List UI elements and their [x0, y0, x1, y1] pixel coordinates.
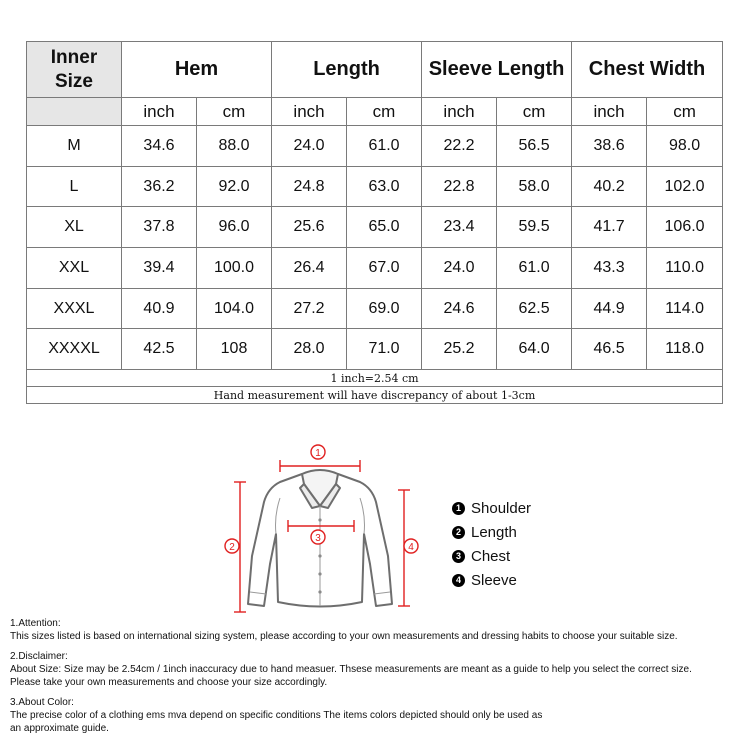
measurement-cell: 71.0 — [347, 329, 422, 370]
measurement-cell: 92.0 — [197, 166, 272, 207]
measurement-cell: 110.0 — [647, 248, 723, 289]
discrepancy-note-row — [27, 387, 723, 404]
measurement-cell: 100.0 — [197, 248, 272, 289]
unit-header-blank — [27, 98, 122, 126]
color-text-line1: The precise color of a clothing ems mva depend on specific conditions The items colors depicted should only be used as — [10, 710, 543, 721]
unit-cm: cm — [347, 98, 422, 126]
color-text-line2: an approximate guide. — [10, 723, 109, 734]
measurement-cell: 61.0 — [497, 248, 572, 289]
measurement-cell: 63.0 — [347, 166, 422, 207]
table-row — [27, 329, 723, 370]
unit-inch: inch — [122, 98, 197, 126]
unit-cm: cm — [197, 98, 272, 126]
sleeve-length-header: Sleeve Length — [422, 42, 572, 98]
measurement-cell: 69.0 — [347, 288, 422, 329]
measurement-cell: 56.5 — [497, 126, 572, 167]
measurement-cell: 108 — [197, 329, 272, 370]
color-title: 3.About Color: — [10, 697, 74, 708]
measurement-cell: 38.6 — [572, 126, 647, 167]
measurement-cell: 37.8 — [122, 207, 197, 248]
measurement-cell: 58.0 — [497, 166, 572, 207]
table-row — [27, 126, 723, 167]
conversion-note: 1 inch=2.54 cm — [27, 370, 723, 387]
measurement-cell: 88.0 — [197, 126, 272, 167]
measurement-legend — [452, 496, 531, 592]
measurement-cell: 46.5 — [572, 329, 647, 370]
measurement-cell: 40.9 — [122, 288, 197, 329]
legend-label: Shoulder — [471, 499, 532, 517]
disclaimer-note — [10, 650, 745, 689]
shirt-button — [318, 590, 321, 593]
unit-inch: inch — [572, 98, 647, 126]
measurement-cell: 118.0 — [647, 329, 723, 370]
legend-label: Chest — [471, 547, 511, 565]
measurement-cell: 96.0 — [197, 207, 272, 248]
conversion-note-row — [27, 370, 723, 387]
legend-number: 3 — [452, 550, 465, 563]
legend-item-sleeve — [452, 568, 531, 592]
measurement-cell: 102.0 — [647, 166, 723, 207]
shirt-measurement-diagram — [220, 436, 430, 620]
attention-text: This sizes listed is based on international sizing system, please according to your own measurements and dressing habits to choose your suitable size. — [10, 631, 678, 642]
measurement-cell: 22.8 — [422, 166, 497, 207]
measurement-cell: 24.6 — [422, 288, 497, 329]
marker-chest-label: 3 — [315, 533, 321, 544]
chest-width-header: Chest Width — [572, 42, 723, 98]
legend-item-shoulder — [452, 496, 531, 520]
notes-section — [10, 617, 745, 742]
unit-header-row — [27, 98, 723, 126]
measurement-cell: 36.2 — [122, 166, 197, 207]
measurement-cell: 27.2 — [272, 288, 347, 329]
legend-item-chest — [452, 544, 531, 568]
measurement-cell: 62.5 — [497, 288, 572, 329]
size-label-cell: XXXXL — [27, 329, 122, 370]
inner-size-header — [27, 42, 122, 98]
measurement-cell: 26.4 — [272, 248, 347, 289]
measurement-cell: 65.0 — [347, 207, 422, 248]
measurement-cell: 44.9 — [572, 288, 647, 329]
legend-number: 2 — [452, 526, 465, 539]
size-label-cell: L — [27, 166, 122, 207]
legend-number: 4 — [452, 574, 465, 587]
unit-cm: cm — [497, 98, 572, 126]
marker-length-label: 2 — [229, 542, 235, 553]
legend-label: Length — [471, 523, 517, 541]
measurement-cell: 61.0 — [347, 126, 422, 167]
measurement-cell: 25.6 — [272, 207, 347, 248]
inner-size-header-line1: Inner — [50, 46, 98, 68]
disclaimer-title: 2.Disclaimer: — [10, 651, 68, 662]
size-chart-table — [26, 41, 723, 404]
legend-label: Sleeve — [471, 571, 517, 589]
measurement-cell: 59.5 — [497, 207, 572, 248]
discrepancy-note: Hand measurement will have discrepancy of about 1-3cm — [27, 387, 723, 404]
measurement-cell: 41.7 — [572, 207, 647, 248]
unit-inch: inch — [272, 98, 347, 126]
length-header: Length — [272, 42, 422, 98]
size-label-cell: XL — [27, 207, 122, 248]
measurement-cell: 42.5 — [122, 329, 197, 370]
measurement-cell: 114.0 — [647, 288, 723, 329]
color-note — [10, 696, 745, 735]
marker-shoulder-label: 1 — [315, 448, 321, 459]
measurement-cell: 104.0 — [197, 288, 272, 329]
attention-title: 1.Attention: — [10, 618, 61, 629]
measurement-cell: 106.0 — [647, 207, 723, 248]
measurement-cell: 25.2 — [422, 329, 497, 370]
size-label-cell: M — [27, 126, 122, 167]
shirt-button — [318, 554, 321, 557]
legend-item-length — [452, 520, 531, 544]
measurement-cell: 98.0 — [647, 126, 723, 167]
disclaimer-text-line1: About Size: Size may be 2.54cm / 1inch inaccuracy due to hand measuer. Thsese measurements are meant as a guide to help you select the correct size. — [10, 664, 692, 675]
attention-note — [10, 617, 745, 643]
measurement-cell: 43.3 — [572, 248, 647, 289]
size-label-cell: XXXL — [27, 288, 122, 329]
measurement-cell: 22.2 — [422, 126, 497, 167]
measurement-cell: 40.2 — [572, 166, 647, 207]
legend-number: 1 — [452, 502, 465, 515]
measurement-cell: 64.0 — [497, 329, 572, 370]
measurement-cell: 39.4 — [122, 248, 197, 289]
table-row — [27, 207, 723, 248]
shirt-button — [318, 518, 321, 521]
measurement-cell: 23.4 — [422, 207, 497, 248]
size-rows — [27, 126, 723, 370]
unit-cm: cm — [647, 98, 723, 126]
group-header-row — [27, 42, 723, 98]
measurement-cell: 24.8 — [272, 166, 347, 207]
size-label-cell: XXL — [27, 248, 122, 289]
unit-inch: inch — [422, 98, 497, 126]
table-row — [27, 248, 723, 289]
measurement-cell: 28.0 — [272, 329, 347, 370]
disclaimer-text-line2: Please take your own measurements and choose your size accordingly. — [10, 677, 328, 688]
hem-header: Hem — [122, 42, 272, 98]
table-row — [27, 166, 723, 207]
measurement-cell: 24.0 — [272, 126, 347, 167]
measurement-cell: 34.6 — [122, 126, 197, 167]
shirt-illustration — [220, 436, 430, 620]
shirt-button — [318, 572, 321, 575]
inner-size-header-line2: Size — [54, 70, 94, 92]
measurement-cell: 67.0 — [347, 248, 422, 289]
table-row — [27, 288, 723, 329]
marker-sleeve-label: 4 — [408, 542, 414, 553]
measurement-cell: 24.0 — [422, 248, 497, 289]
